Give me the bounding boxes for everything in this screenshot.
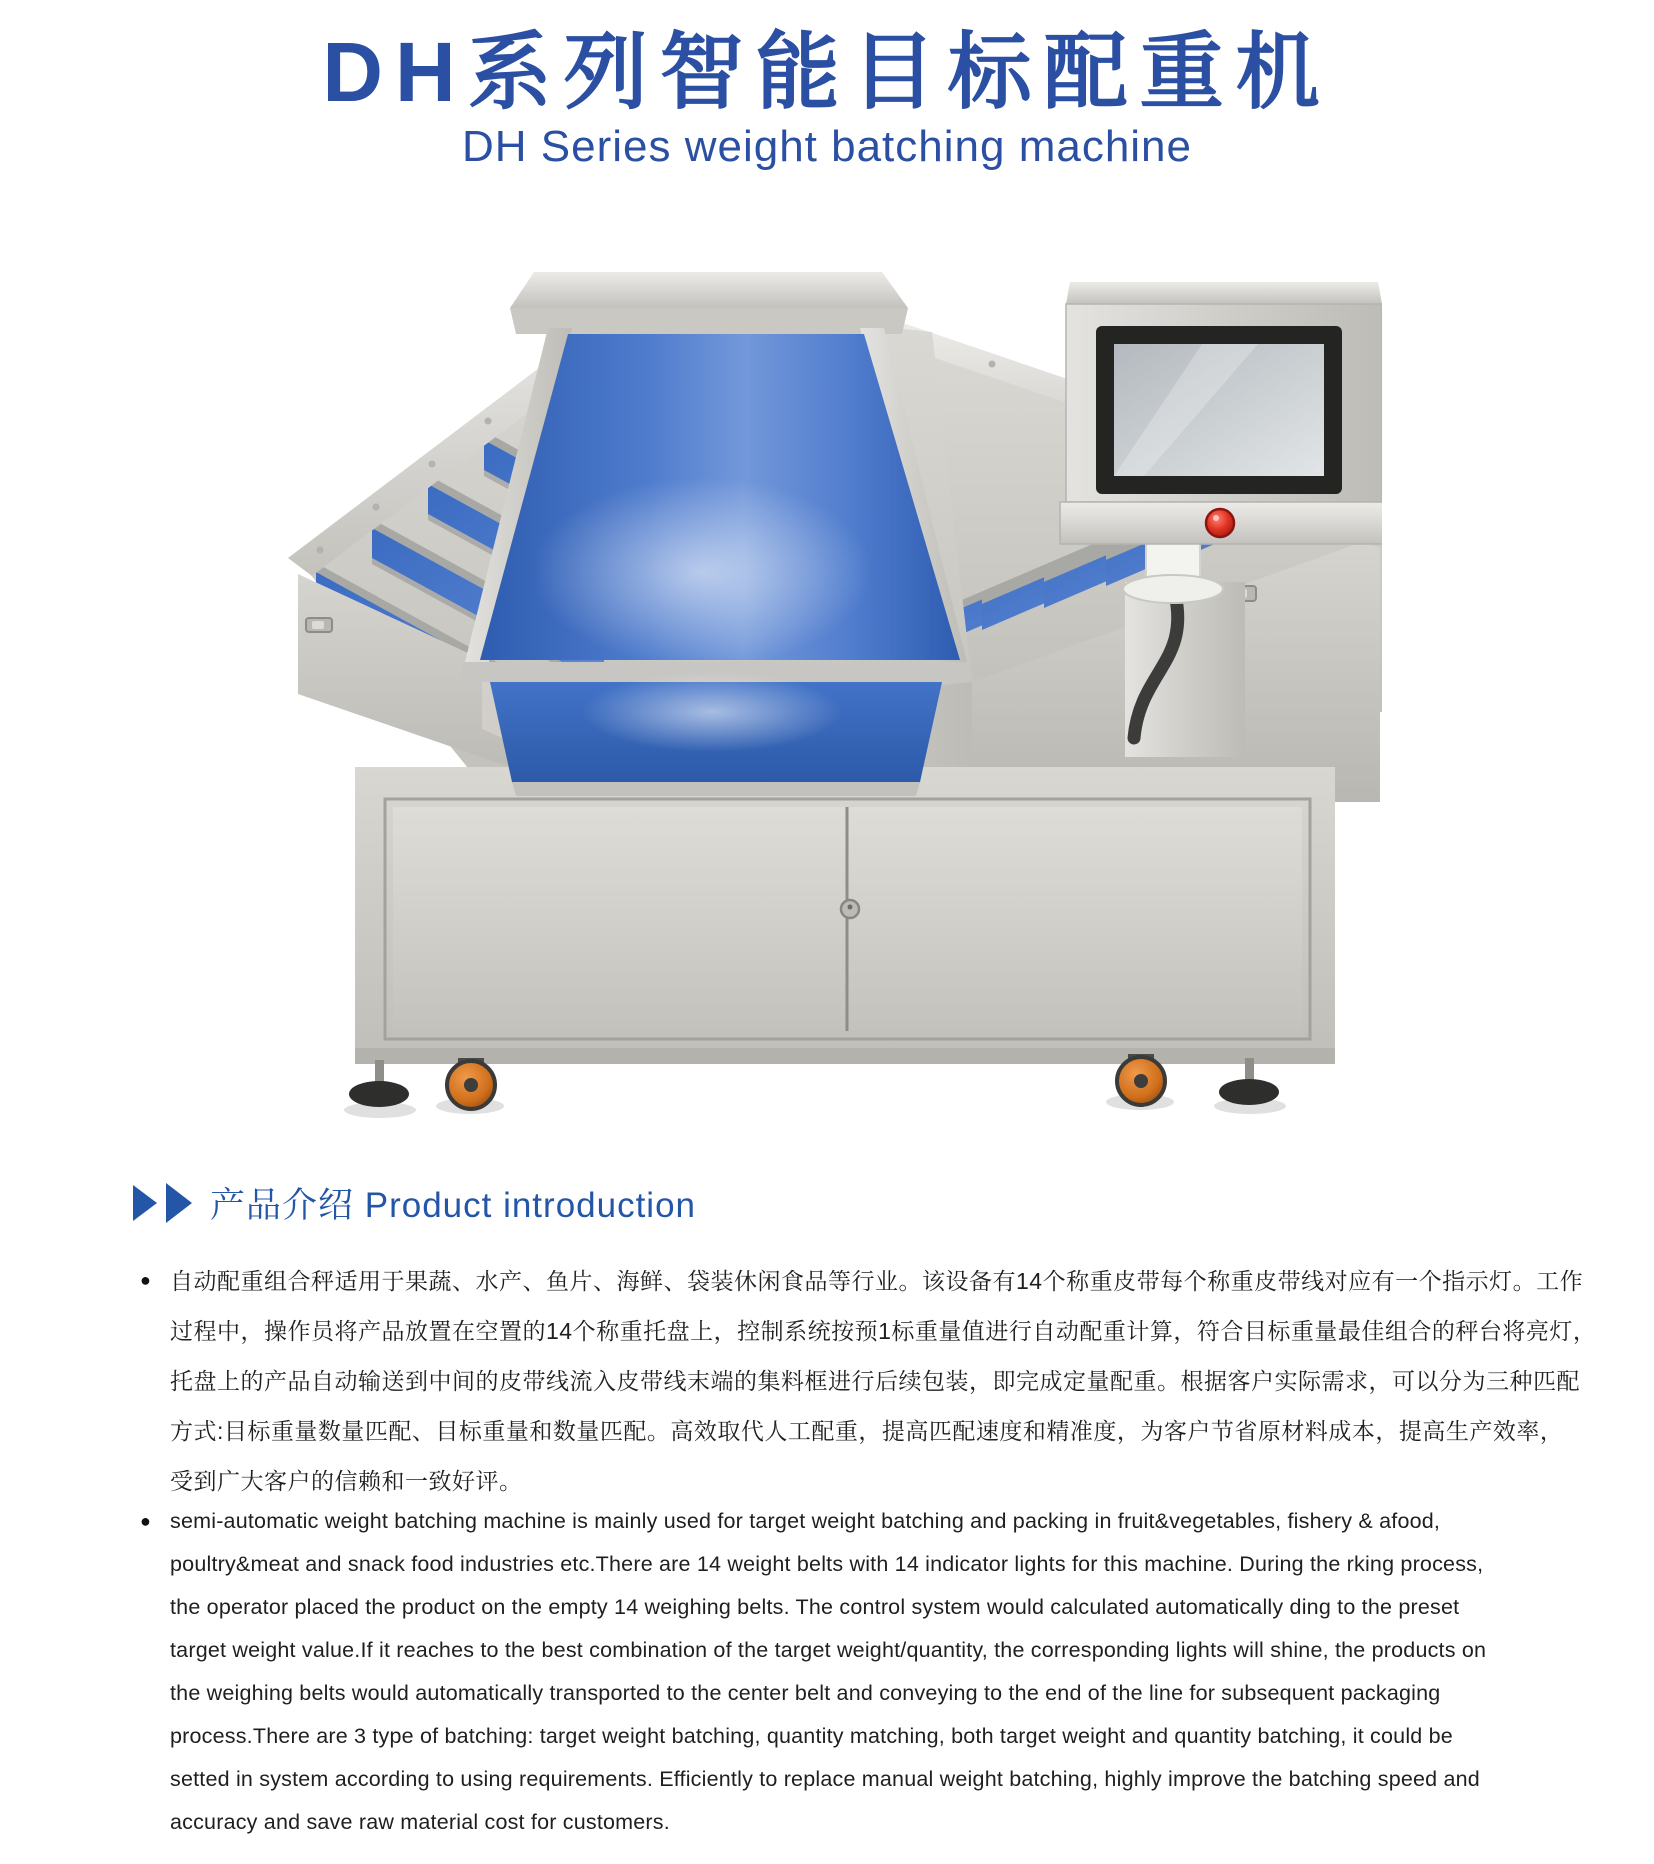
intro-line-zh: 自动配重组合秤适用于果蔬、水产、鱼片、海鲜、袋装休闲食品等行业。该设备有14个称重皮带每个称重皮带线对应有一个指示灯。工作 bbox=[170, 1268, 1584, 1294]
hmi-mount-column bbox=[1125, 582, 1245, 757]
bullet-icon: ● bbox=[140, 1270, 151, 1290]
leveling-foot-right bbox=[1219, 1058, 1279, 1105]
intro-line-en: the weighing belts would automatically transported to the center belt and conveying to the end of the line for subsequent packaging bbox=[170, 1681, 1441, 1705]
intro-line-en: setted in system according to using requirements. Efficiently to replace manual weight batching, highly improve the batching speed and bbox=[170, 1767, 1480, 1791]
page-subtitle: DH Series weight batching machine bbox=[461, 122, 1193, 172]
intro-line-zh: 托盘上的产品自动输送到中间的皮带线流入皮带线末端的集料框进行后续包装，即完成定量配重。根据客户实际需求，可以分为三种匹配 bbox=[170, 1368, 1580, 1394]
intro-line-en: the operator placed the product on the empty 14 weighing belts. The control system would calculated automatically ding to the preset bbox=[170, 1595, 1460, 1619]
caster-wheel-left bbox=[447, 1058, 495, 1109]
double-right-arrow-icon bbox=[133, 1182, 194, 1224]
leveling-foot-left bbox=[349, 1060, 409, 1107]
intro-line-en: process.There are 3 type of batching: target weight batching, quantity matching, both target weight and quantity batching, it could be bbox=[170, 1724, 1453, 1748]
emergency-stop-button bbox=[1206, 509, 1234, 537]
page-title: DH系列智能目标配重机 bbox=[322, 25, 1332, 119]
intro-line-zh: 受到广大客户的信赖和一致好评。 bbox=[170, 1468, 523, 1494]
intro-line-en: target weight value.If it reaches to the best combination of the target weight/quantity, the corresponding lights will shine, the products on bbox=[170, 1638, 1487, 1662]
caster-wheel-right bbox=[1117, 1054, 1165, 1105]
intro-paragraph-zh bbox=[140, 1256, 1597, 1506]
intro-line-zh: 方式:目标重量数量匹配、目标重量和数量匹配。高效取代人工配重，提高匹配速度和精准度，为客户节省原材料成本，提高生产效率， bbox=[170, 1418, 1564, 1444]
intro-line-en: poultry&meat and snack food industries etc.There are 14 weight belts with 14 indicator lights for this machine. During the rking process, bbox=[170, 1552, 1484, 1576]
product-introduction-heading bbox=[133, 1178, 696, 1228]
latch-left-icon bbox=[306, 618, 332, 632]
machine-photo bbox=[272, 242, 1382, 1122]
intro-line-zh: 过程中，操作员将产品放置在空置的14个称重托盘上，控制系统按预1标重量值进行自动配重计算，符合目标重量最佳组合的秤台将亮灯， bbox=[170, 1318, 1597, 1344]
intro-line-en: accuracy and save raw material cost for customers. bbox=[170, 1810, 670, 1834]
machine-illustration bbox=[272, 242, 1382, 1122]
section-title: 产品介绍 Product introduction bbox=[210, 1186, 697, 1225]
conveyor-hood bbox=[510, 272, 908, 308]
page-header bbox=[0, 25, 1654, 172]
hmi-top-cap bbox=[1066, 282, 1382, 304]
intro-line-en: semi-automatic weight batching machine is mainly used for target weight batching and packing in fruit&vegetables, fishery & afood, bbox=[170, 1509, 1441, 1533]
bullet-icon: ● bbox=[140, 1511, 151, 1531]
intro-paragraph-en bbox=[140, 1500, 1540, 1844]
cabinet bbox=[355, 767, 1335, 1064]
